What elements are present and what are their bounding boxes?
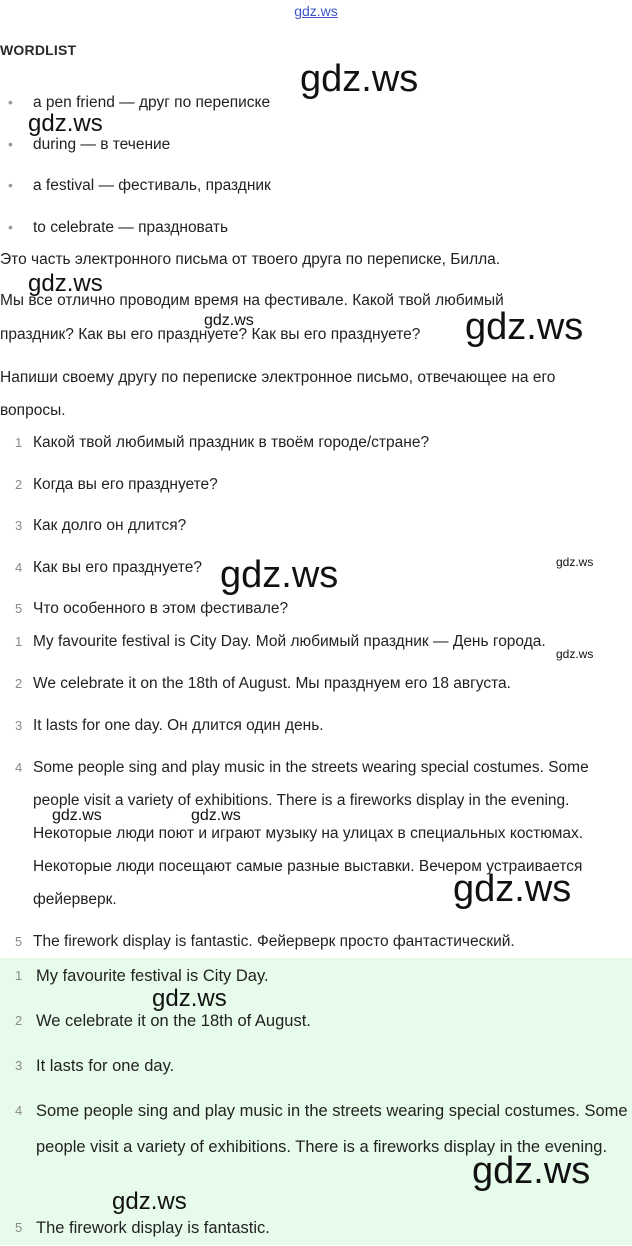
- site-link[interactable]: gdz.ws: [294, 3, 338, 19]
- answer-text: Some people sing and play music in the streets wearing special costumes. Some people visit a variety of exhibitions. There is a fireworks display in the evening.: [36, 1102, 628, 1156]
- wordlist-item-text: to celebrate — праздновать: [33, 219, 229, 236]
- answer-item: [0, 1210, 632, 1246]
- watermark: gdz.ws: [28, 110, 103, 137]
- item-number: 5: [15, 601, 23, 616]
- question-item: [0, 468, 632, 501]
- translation-text: We celebrate it on the 18th of August. Мы празднуем его 18 августа.: [33, 675, 511, 692]
- item-number: 3: [15, 518, 23, 533]
- translation-item: [0, 925, 632, 958]
- item-number: 1: [15, 968, 23, 983]
- answer-item: [0, 1003, 632, 1039]
- wordlist-heading: WORDLIST: [0, 42, 77, 58]
- translation-item: [0, 625, 632, 658]
- watermark: gdz.ws: [453, 868, 572, 910]
- answer-text: My favourite festival is City Day.: [36, 967, 269, 985]
- task-intro: Это часть электронного письма от твоего друга по переписке, Билла.: [0, 251, 501, 268]
- watermark: gdz.ws: [112, 1188, 187, 1215]
- watermark: gdz.ws: [152, 985, 227, 1012]
- watermark: gdz.ws: [556, 555, 594, 569]
- letter-line-2: праздник? Как вы его празднуете? Как вы его празднуете?: [0, 326, 421, 343]
- answer-item: [0, 958, 632, 994]
- watermark: gdz.ws: [465, 306, 584, 348]
- bullet-icon: •: [8, 219, 13, 235]
- watermark: gdz.ws: [472, 1150, 591, 1192]
- watermark: gdz.ws: [556, 647, 594, 661]
- watermark: gdz.ws: [191, 807, 241, 824]
- item-number: 2: [15, 1013, 23, 1028]
- answer-item: [0, 1048, 632, 1084]
- question-item: [0, 426, 632, 459]
- item-number: 3: [15, 718, 23, 733]
- wordlist-item-text: a festival — фестиваль, праздник: [33, 177, 271, 194]
- translation-item: [0, 709, 632, 742]
- bullet-icon: •: [8, 177, 13, 193]
- question-text: Какой твой любимый праздник в твоём городе/стране?: [33, 434, 430, 451]
- watermark: gdz.ws: [28, 270, 103, 297]
- instruction-line-1: Напиши своему другу по переписке электронное письмо, отвечающее на его: [0, 369, 556, 386]
- question-text: Что особенного в этом фестивале?: [33, 600, 289, 617]
- wordlist-item-text: a pen friend — друг по переписке: [33, 94, 271, 111]
- question-text: Как долго он длится?: [33, 517, 187, 534]
- bullet-icon: •: [8, 94, 13, 110]
- item-number: 5: [15, 1220, 23, 1235]
- wordlist-item-text: during — в течение: [33, 136, 171, 153]
- translation-text: Some people sing and play music in the streets wearing special costumes. Some people visit a variety of exhibitions. There is a fireworks display in the evening. Некоторые люди поют и играют музыку на улицах в специальных костюмах. Некоторые люди посещают самые разные выставки. Вечером устраивается фейерверк.: [33, 759, 589, 908]
- translation-item: [0, 667, 632, 700]
- watermark: gdz.ws: [300, 58, 419, 100]
- question-text: Как вы его празднуете?: [33, 559, 202, 576]
- bullet-icon: •: [8, 136, 13, 152]
- item-number: 5: [15, 934, 23, 949]
- translation-text: My favourite festival is City Day. Мой любимый праздник — День города.: [33, 633, 546, 650]
- watermark: gdz.ws: [204, 312, 254, 329]
- question-item: [0, 509, 632, 542]
- item-number: 4: [15, 760, 23, 775]
- translation-text: It lasts for one day. Он длится один день.: [33, 717, 324, 734]
- item-number: 4: [15, 1103, 23, 1118]
- item-number: 1: [15, 435, 23, 450]
- watermark: gdz.ws: [52, 807, 102, 824]
- item-number: 3: [15, 1058, 23, 1073]
- item-number: 2: [15, 676, 23, 691]
- answer-text: We celebrate it on the 18th of August.: [36, 1012, 311, 1030]
- translation-text: The firework display is fantastic. Фейерверк просто фантастический.: [33, 933, 515, 950]
- answer-text: It lasts for one day.: [36, 1057, 175, 1075]
- question-text: Когда вы его празднуете?: [33, 476, 218, 493]
- item-number: 2: [15, 477, 23, 492]
- watermark: gdz.ws: [220, 554, 339, 596]
- answer-text: The firework display is fantastic.: [36, 1219, 270, 1237]
- item-number: 4: [15, 560, 23, 575]
- item-number: 1: [15, 634, 23, 649]
- letter-line-1: Мы все отлично проводим время на фестивале. Какой твой любимый: [0, 292, 504, 309]
- instruction-line-2: вопросы.: [0, 402, 66, 419]
